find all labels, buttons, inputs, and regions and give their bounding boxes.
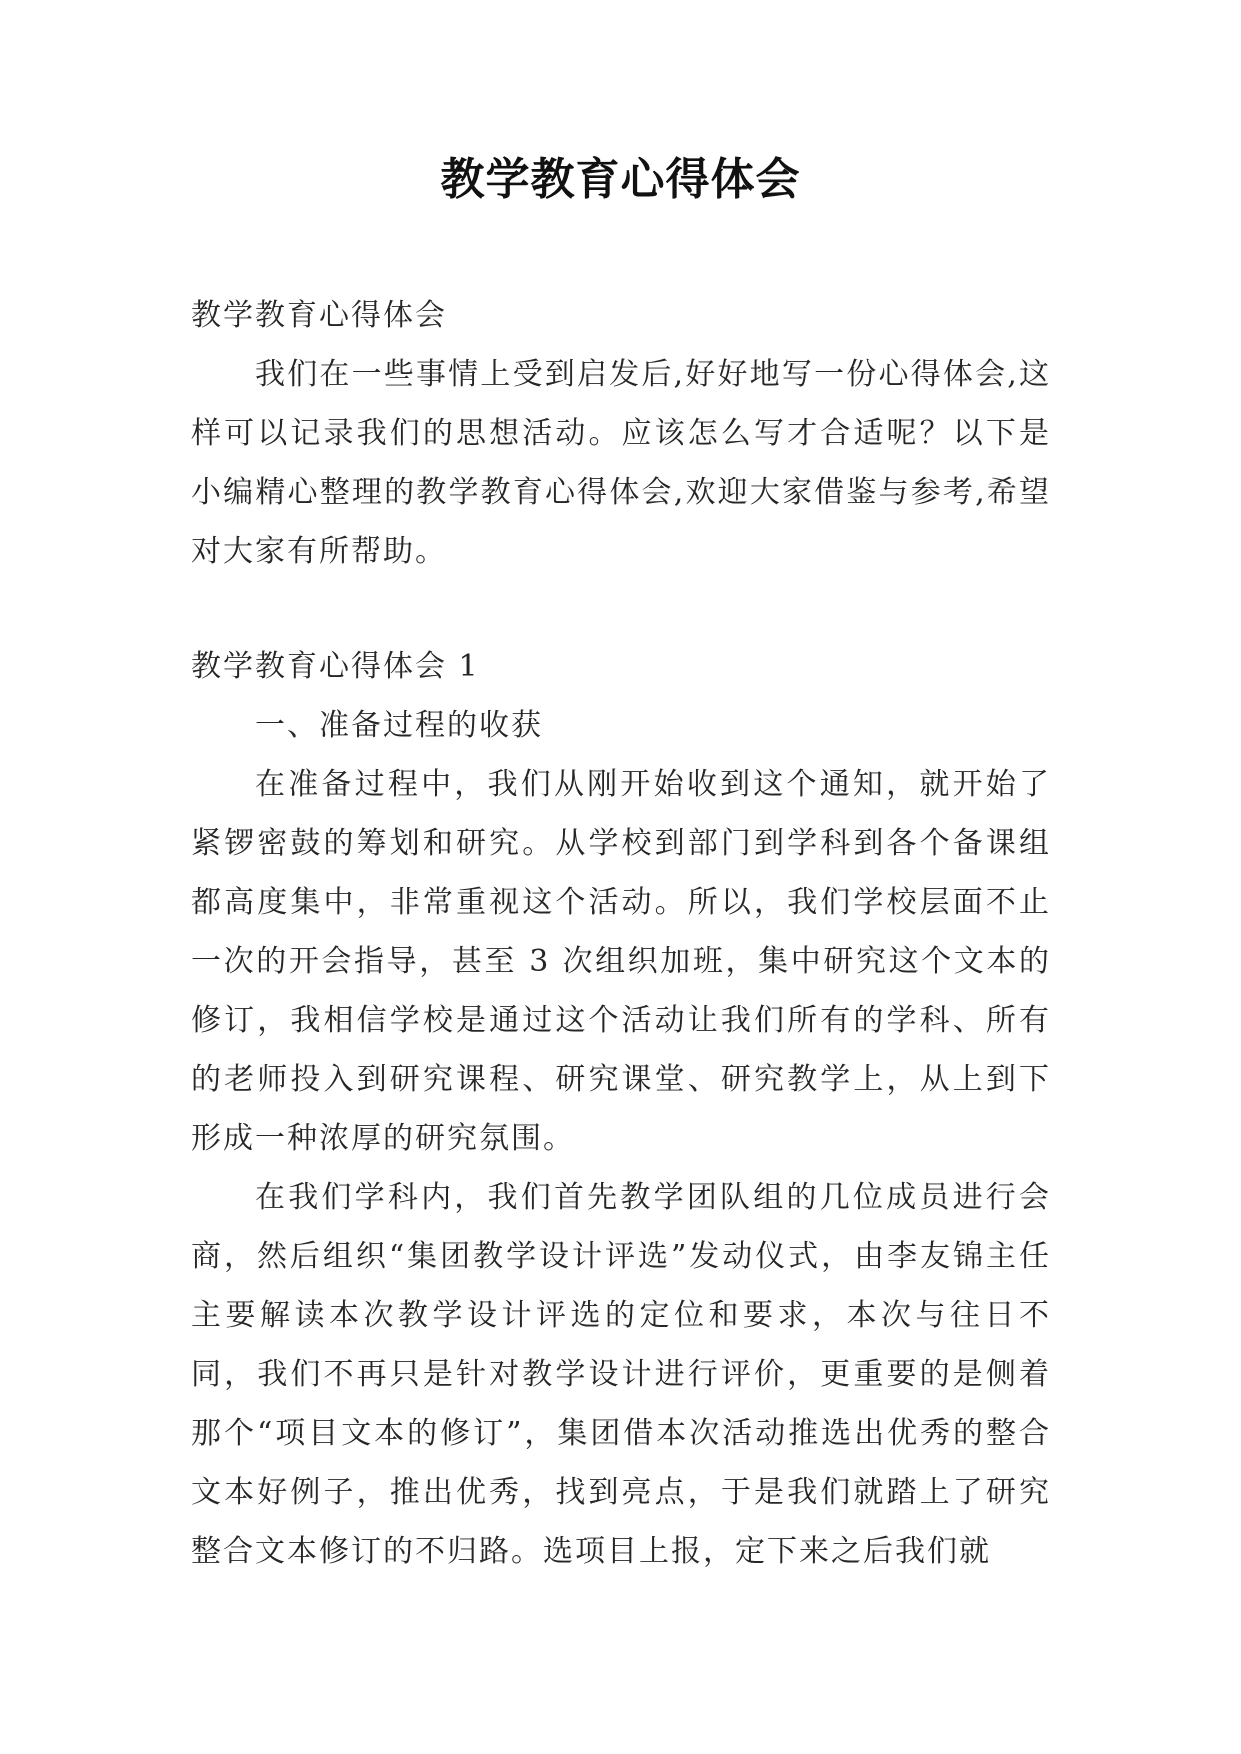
intro-paragraph: 我们在一些事情上受到启发后,好好地写一份心得体会,这样可以记录我们的思想活动。应该怎么写才合适呢？以下是小编精心整理的教学教育心得体会,欢迎大家借鉴与参考,希望对大家有所帮助。	[191, 357, 1051, 569]
document-title: 教学教育心得体会	[440, 154, 801, 205]
subheading: 一、准备过程的收获	[255, 708, 543, 743]
section-heading: 教学教育心得体会 1	[191, 649, 480, 684]
document-subtitle: 教学教育心得体会	[191, 298, 447, 333]
body-paragraph-1: 在准备过程中，我们从刚开始收到这个通知，就开始了紧锣密鼓的筹划和研究。从学校到部门到学科到各个备课组都高度集中，非常重视这个活动。所以，我们学校层面不止一次的开会指导，甚至 3 次组织加班，集中研究这个文本的修订，我相信学校是通过这个活动让我们所有的学科、所有的老师投入到研究课程、研究课堂、研究教学上，从上到下形成一种浓厚的研究氛围。	[191, 767, 1051, 1156]
section-spacer	[191, 581, 1051, 637]
document-body	[191, 286, 1051, 1581]
body-paragraph-2: 在我们学科内，我们首先教学团队组的几位成员进行会商，然后组织“集团教学设计评选”发动仪式，由李友锦主任主要解读本次教学设计评选的定位和要求，本次与往日不同，我们不再只是针对教学设计进行评价，更重要的是侧着那个“项目文本的修订”，集团借本次活动推选出优秀的整合文本好例子，推出优秀，找到亮点，于是我们就踏上了研究整合文本修订的不归路。选项目上报，定下来之后我们就	[191, 1180, 1051, 1569]
